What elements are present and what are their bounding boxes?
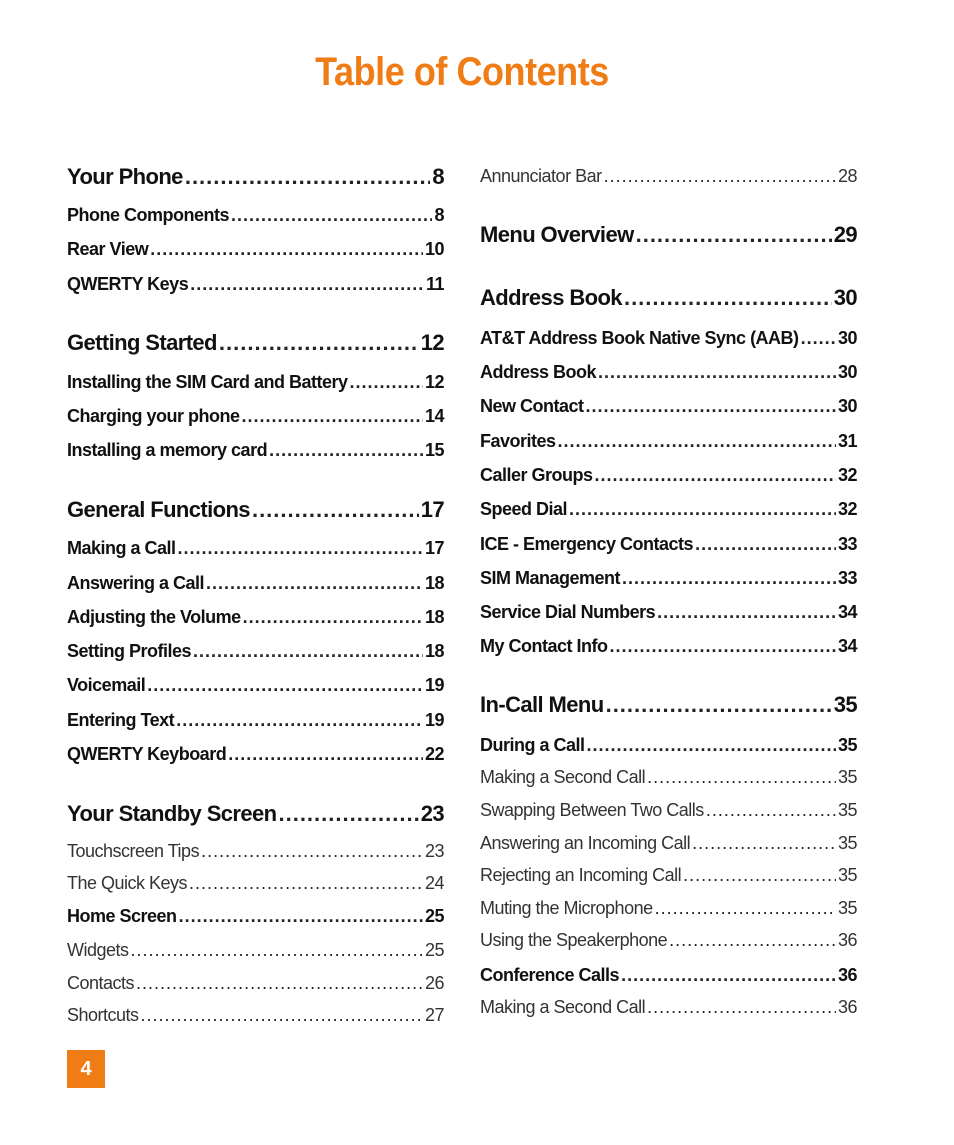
toc-subsection-entry[interactable] [67, 538, 444, 559]
toc-subsection-entry[interactable] [480, 833, 857, 854]
toc-entry-page: 29 [833, 222, 857, 248]
toc-dot-leader [231, 205, 432, 226]
toc-entry-title: Your Phone [67, 164, 183, 190]
toc-entry-page: 30 [837, 395, 857, 416]
toc-entry-title: Address Book [480, 285, 622, 311]
toc-dot-leader [147, 675, 423, 696]
toc-dot-leader [621, 965, 836, 986]
toc-subsection-entry[interactable] [67, 906, 444, 927]
toc-dot-leader [193, 641, 423, 662]
toc-entry-page: 34 [837, 601, 857, 622]
toc-subsection-entry[interactable] [67, 710, 444, 731]
toc-subsection-entry[interactable] [67, 841, 444, 862]
toc-entry-title: Answering an Incoming Call [480, 832, 691, 853]
toc-entry-page: 22 [424, 743, 444, 764]
toc-entry-page: 30 [833, 285, 857, 311]
toc-entry-page: 33 [837, 533, 857, 554]
toc-entry-page: 17 [420, 497, 444, 523]
toc-subsection-entry[interactable] [480, 431, 857, 452]
toc-entry-title: SIM Management [480, 567, 621, 588]
toc-entry-title: Favorites [480, 430, 556, 451]
toc-entry-page: 30 [837, 327, 857, 348]
toc-entry-page: 36 [837, 929, 857, 950]
toc-dot-leader [136, 973, 423, 994]
toc-entry-title: QWERTY Keyboard [67, 743, 227, 764]
toc-subsection-entry[interactable] [67, 744, 444, 765]
toc-entry-page: 28 [837, 165, 857, 186]
toc-dot-leader [586, 396, 836, 417]
toc-entry-page: 23 [420, 801, 444, 827]
toc-subsection-entry[interactable] [67, 641, 444, 662]
toc-entry-title: Muting the Microphone [480, 897, 653, 918]
toc-dot-leader [622, 568, 836, 589]
toc-subsection-entry[interactable] [67, 372, 444, 393]
toc-dot-leader [189, 873, 423, 894]
toc-dot-leader [683, 865, 836, 886]
toc-entry-page: 18 [424, 572, 444, 593]
toc-entry-page: 36 [837, 964, 857, 985]
toc-entry-page: 25 [424, 905, 444, 926]
toc-entry-page: 25 [424, 939, 444, 960]
toc-dot-leader [350, 372, 423, 393]
toc-dot-leader [706, 800, 836, 821]
toc-dot-leader [243, 607, 423, 628]
toc-subsection-entry[interactable] [480, 800, 857, 821]
toc-subsection-entry[interactable] [480, 362, 857, 383]
toc-section-entry[interactable] [67, 497, 444, 523]
toc-subsection-entry[interactable] [67, 406, 444, 427]
toc-entry-title: Getting Started [67, 330, 217, 356]
toc-subsection-entry[interactable] [480, 930, 857, 951]
toc-entry-title: Service Dial Numbers [480, 601, 656, 622]
toc-subsection-entry[interactable] [480, 534, 857, 555]
toc-entry-page: 8 [434, 204, 444, 225]
toc-entry-title: Using the Speakerphone [480, 929, 668, 950]
toc-entry-page: 35 [837, 864, 857, 885]
toc-entry-title: Rejecting an Incoming Call [480, 864, 682, 885]
toc-dot-leader [190, 274, 424, 295]
toc-entry-page: 35 [837, 766, 857, 787]
toc-entry-title: The Quick Keys [67, 872, 188, 893]
toc-subsection-entry[interactable] [480, 965, 857, 986]
toc-dot-leader [219, 330, 419, 356]
toc-entry-title: Speed Dial [480, 498, 568, 519]
toc-entry-page: 35 [837, 832, 857, 853]
toc-entry-title: Home Screen [67, 905, 177, 926]
toc-subsection-entry[interactable] [480, 865, 857, 886]
toc-dot-leader [636, 222, 832, 248]
toc-subsection-entry[interactable] [480, 328, 857, 349]
toc-entry-title: Setting Profiles [67, 640, 192, 661]
toc-entry-page: 14 [424, 405, 444, 426]
toc-entry-title: My Contact Info [480, 635, 608, 656]
toc-dot-leader [801, 328, 836, 349]
toc-subsection-entry[interactable] [67, 607, 444, 628]
toc-dot-leader [604, 166, 836, 187]
toc-dot-leader [206, 573, 423, 594]
toc-entry-title: QWERTY Keys [67, 273, 189, 294]
toc-entry-title: Making a Call [67, 537, 176, 558]
toc-entry-title: General Functions [67, 497, 250, 523]
toc-subsection-entry[interactable] [480, 636, 857, 657]
toc-entry-page: 11 [425, 273, 444, 294]
toc-entry-page: 8 [432, 164, 444, 190]
toc-entry-page: 19 [424, 674, 444, 695]
toc-dot-leader [278, 801, 418, 827]
page-title: Table of Contents [315, 50, 609, 94]
toc-subsection-entry[interactable] [480, 735, 857, 756]
toc-entry-page: 24 [424, 872, 444, 893]
toc-entry-title: Making a Second Call [480, 996, 646, 1017]
toc-entry-page: 15 [424, 439, 444, 460]
toc-entry-title: In-Call Menu [480, 692, 604, 718]
toc-dot-leader [201, 841, 423, 862]
toc-subsection-entry[interactable] [480, 997, 857, 1018]
toc-dot-leader [595, 465, 836, 486]
toc-entry-title: Caller Groups [480, 464, 593, 485]
toc-dot-leader [141, 1005, 423, 1026]
toc-subsection-entry[interactable] [480, 898, 857, 919]
toc-dot-leader [569, 499, 836, 520]
toc-entry-title: During a Call [480, 734, 585, 755]
toc-entry-page: 30 [837, 361, 857, 382]
toc-dot-leader [695, 534, 836, 555]
toc-dot-leader [655, 898, 836, 919]
toc-dot-leader [178, 538, 423, 559]
toc-entry-title: Making a Second Call [480, 766, 646, 787]
toc-dot-leader [610, 636, 836, 657]
toc-dot-leader [150, 239, 423, 260]
toc-subsection-entry[interactable] [67, 940, 444, 961]
toc-dot-leader [228, 744, 423, 765]
toc-entry-page: 12 [420, 330, 444, 356]
toc-dot-leader [647, 767, 836, 788]
toc-dot-leader [657, 602, 836, 623]
toc-entry-page: 31 [837, 430, 857, 451]
toc-entry-page: 32 [837, 464, 857, 485]
toc-entry-title: Shortcuts [67, 1004, 139, 1025]
toc-dot-leader [176, 710, 423, 731]
toc-entry-title: New Contact [480, 395, 584, 416]
toc-entry-title: Entering Text [67, 709, 175, 730]
toc-subsection-entry[interactable] [480, 465, 857, 486]
toc-entry-page: 34 [837, 635, 857, 656]
toc-entry-page: 19 [424, 709, 444, 730]
toc-dot-leader [647, 997, 836, 1018]
toc-entry-page: 12 [424, 371, 444, 392]
toc-section-entry[interactable] [67, 801, 444, 827]
toc-entry-title: Phone Components [67, 204, 229, 225]
toc-entry-page: 26 [424, 972, 444, 993]
toc-subsection-entry[interactable] [67, 205, 444, 226]
toc-entry-title: Swapping Between Two Calls [480, 799, 704, 820]
toc-section-entry[interactable] [67, 164, 444, 190]
toc-subsection-entry[interactable] [67, 1005, 444, 1026]
toc-entry-title: Rear View [67, 238, 149, 259]
toc-entry-page: 18 [424, 640, 444, 661]
toc-entry-title: Widgets [67, 939, 129, 960]
toc-dot-leader [669, 930, 836, 951]
toc-entry-title: Voicemail [67, 674, 146, 695]
toc-dot-leader [587, 735, 836, 756]
toc-subsection-entry[interactable] [480, 568, 857, 589]
toc-subsection-entry[interactable] [480, 767, 857, 788]
toc-dot-leader [131, 940, 423, 961]
toc-entry-title: Installing a memory card [67, 439, 268, 460]
toc-section-entry[interactable] [480, 222, 857, 248]
toc-entry-title: Installing the SIM Card and Battery [67, 371, 348, 392]
toc-dot-leader [692, 833, 836, 854]
toc-subsection-entry[interactable] [67, 440, 444, 461]
toc-dot-leader [269, 440, 423, 461]
toc-entry-page: 35 [837, 897, 857, 918]
toc-subsection-entry[interactable] [480, 499, 857, 520]
toc-entry-title: Address Book [480, 361, 597, 382]
toc-entry-page: 10 [424, 238, 444, 259]
toc-subsection-entry[interactable] [480, 602, 857, 623]
toc-dot-leader [179, 906, 423, 927]
toc-section-entry[interactable] [480, 692, 857, 718]
toc-section-entry[interactable] [480, 285, 857, 311]
toc-entry-page: 35 [837, 734, 857, 755]
toc-subsection-entry[interactable] [67, 274, 444, 295]
toc-dot-leader [185, 164, 431, 190]
toc-entry-title: Adjusting the Volume [67, 606, 241, 627]
toc-dot-leader [624, 285, 832, 311]
toc-subsection-entry[interactable] [67, 675, 444, 696]
toc-entry-page: 32 [837, 498, 857, 519]
toc-entry-title: Contacts [67, 972, 135, 993]
toc-subsection-entry[interactable] [67, 239, 444, 260]
toc-entry-page: 18 [424, 606, 444, 627]
toc-entry-title: AT&T Address Book Native Sync (AAB) [480, 327, 799, 348]
toc-entry-page: 17 [424, 537, 444, 558]
toc-entry-page: 27 [424, 1004, 444, 1025]
toc-entry-page: 35 [833, 692, 857, 718]
toc-dot-leader [606, 692, 832, 718]
toc-subsection-entry[interactable] [480, 396, 857, 417]
toc-entry-title: Menu Overview [480, 222, 634, 248]
toc-dot-leader [558, 431, 836, 452]
toc-entry-title: Annunciator Bar [480, 165, 602, 186]
toc-entry-title: ICE - Emergency Contacts [480, 533, 694, 554]
toc-subsection-entry[interactable] [480, 166, 857, 187]
toc-entry-title: Charging your phone [67, 405, 240, 426]
toc-entry-title: Your Standby Screen [67, 801, 277, 827]
page-number-badge: 4 [67, 1050, 105, 1088]
toc-subsection-entry[interactable] [67, 973, 444, 994]
toc-subsection-entry[interactable] [67, 873, 444, 894]
toc-entry-page: 33 [837, 567, 857, 588]
toc-entry-page: 36 [837, 996, 857, 1017]
toc-entry-title: Answering a Call [67, 572, 205, 593]
toc-section-entry[interactable] [67, 330, 444, 356]
toc-entry-page: 23 [424, 840, 444, 861]
toc-subsection-entry[interactable] [67, 573, 444, 594]
toc-dot-leader [252, 497, 419, 523]
toc-dot-leader [598, 362, 836, 383]
toc-dot-leader [242, 406, 423, 427]
toc-entry-title: Conference Calls [480, 964, 620, 985]
toc-entry-page: 35 [837, 799, 857, 820]
toc-entry-title: Touchscreen Tips [67, 840, 200, 861]
